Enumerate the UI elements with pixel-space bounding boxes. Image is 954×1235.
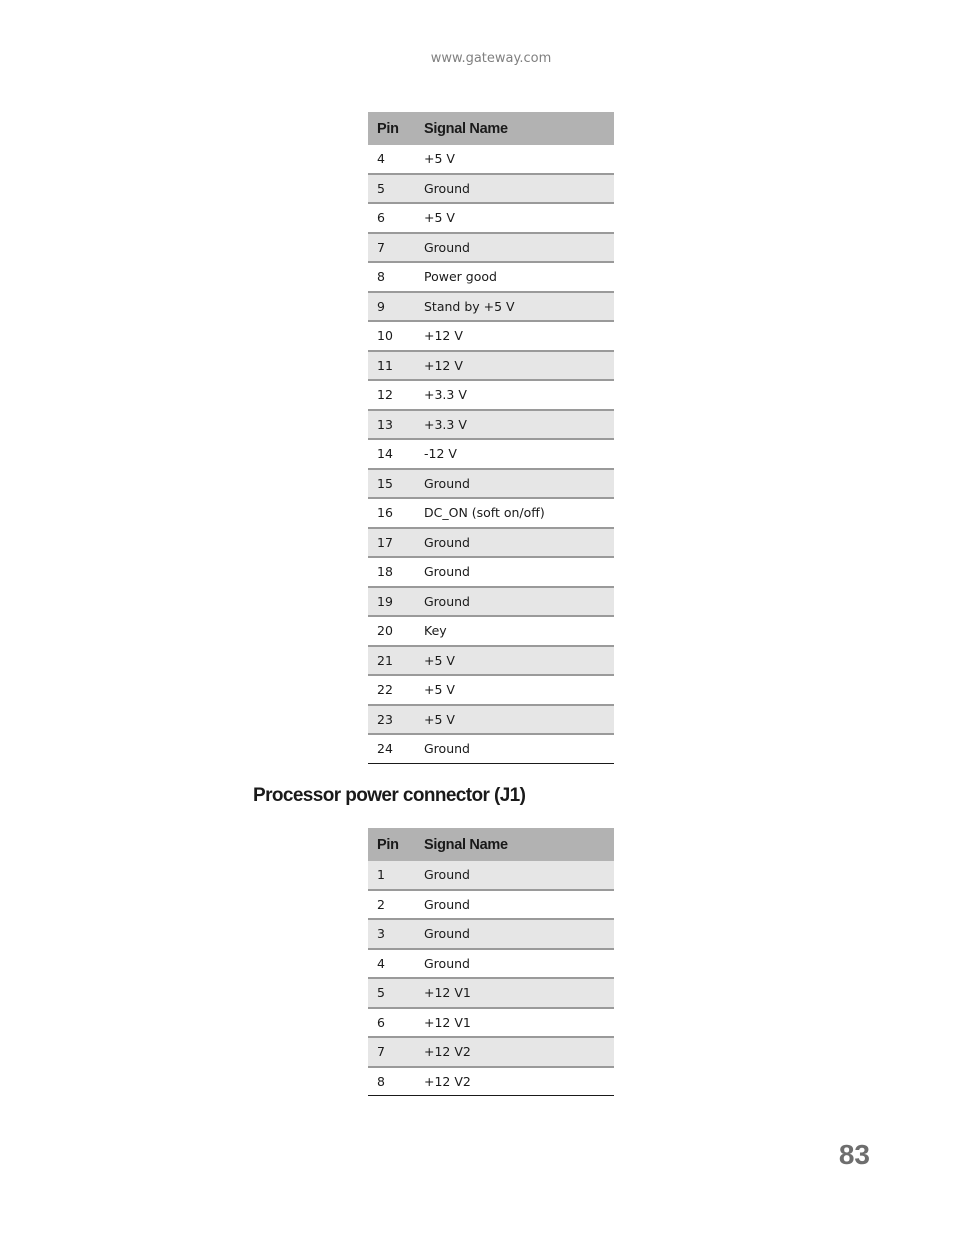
table-row [368,321,614,351]
table-row [368,646,614,676]
page-number: 83 [838,1139,870,1170]
pin-cell: 2 [368,890,424,920]
pin-cell: 1 [368,861,424,890]
signal-name-cell: +12 V1 [424,978,614,1008]
pin-cell: 4 [368,145,424,174]
signal-name-cell: +5 V [424,145,614,174]
pin-cell: 24 [368,734,424,763]
pin-cell: 19 [368,587,424,617]
table-row [368,351,614,381]
pin-cell: 17 [368,528,424,558]
signal-name-cell: Ground [424,949,614,979]
signal-name-cell: -12 V [424,439,614,469]
section-heading: Processor power connector (J1) [253,785,526,806]
table-row [368,439,614,469]
pin-cell: 12 [368,380,424,410]
pin-cell: 14 [368,439,424,469]
signal-name-cell: +3.3 V [424,380,614,410]
table-row [368,949,614,979]
signal-name-cell: Ground [424,890,614,920]
table-row [368,174,614,204]
signal-name-cell: DC_ON (soft on/off) [424,498,614,528]
table-row [368,262,614,292]
signal-name-cell: +5 V [424,675,614,705]
table-header-row [368,112,614,145]
signal-name-cell: Ground [424,557,614,587]
signal-name-cell: +5 V [424,646,614,676]
pin-cell: 8 [368,262,424,292]
table-row [368,410,614,440]
table-row [368,1067,614,1096]
signal-name-cell: Ground [424,174,614,204]
signal-name-cell: Ground [424,233,614,263]
pin-cell: 8 [368,1067,424,1096]
pin-cell: 5 [368,978,424,1008]
column-header-pin: Pin [368,828,424,861]
column-header-pin: Pin [368,112,424,145]
table-row [368,1008,614,1038]
signal-name-cell: Ground [424,469,614,499]
pin-cell: 9 [368,292,424,322]
pin-cell: 18 [368,557,424,587]
processor-power-pin-table [368,828,614,1096]
pin-cell: 4 [368,949,424,979]
signal-name-cell: +5 V [424,705,614,735]
pin-cell: 21 [368,646,424,676]
table-header-row [368,828,614,861]
pin-cell: 6 [368,1008,424,1038]
signal-name-cell: +12 V2 [424,1037,614,1067]
table-row [368,203,614,233]
signal-name-cell: +5 V [424,203,614,233]
pin-cell: 13 [368,410,424,440]
pin-cell: 7 [368,233,424,263]
table-row [368,861,614,890]
signal-name-cell: Ground [424,734,614,763]
signal-name-cell: +12 V [424,321,614,351]
table-row [368,145,614,174]
power-connector-pin-table [368,112,614,764]
table-row [368,498,614,528]
pin-cell: 3 [368,919,424,949]
column-header-signal-name: Signal Name [424,112,614,145]
table2-body [368,861,614,1096]
signal-name-cell: Ground [424,861,614,890]
pin-cell: 7 [368,1037,424,1067]
table-row [368,734,614,763]
pin-cell: 10 [368,321,424,351]
table-row [368,705,614,735]
signal-name-cell: +12 V2 [424,1067,614,1096]
pin-cell: 5 [368,174,424,204]
pin-cell: 22 [368,675,424,705]
signal-name-cell: +12 V1 [424,1008,614,1038]
table-row [368,380,614,410]
table-row [368,587,614,617]
signal-name-cell: +12 V [424,351,614,381]
table-row [368,919,614,949]
table1-body [368,145,614,763]
table-row [368,675,614,705]
signal-name-cell: Power good [424,262,614,292]
signal-name-cell: +3.3 V [424,410,614,440]
table-row [368,292,614,322]
signal-name-cell: Key [424,616,614,646]
table-row [368,233,614,263]
table-row [368,469,614,499]
table-row [368,890,614,920]
column-header-signal-name: Signal Name [424,828,614,861]
signal-name-cell: Ground [424,919,614,949]
table-row [368,978,614,1008]
pin-cell: 15 [368,469,424,499]
pin-cell: 20 [368,616,424,646]
pin-cell: 11 [368,351,424,381]
pin-cell: 23 [368,705,424,735]
table-row [368,616,614,646]
signal-name-cell: Ground [424,528,614,558]
pin-cell: 6 [368,203,424,233]
pin-cell: 16 [368,498,424,528]
table-row [368,528,614,558]
table-row [368,1037,614,1067]
header-url: www.gateway.com [430,51,552,66]
table-row [368,557,614,587]
signal-name-cell: Ground [424,587,614,617]
signal-name-cell: Stand by +5 V [424,292,614,322]
